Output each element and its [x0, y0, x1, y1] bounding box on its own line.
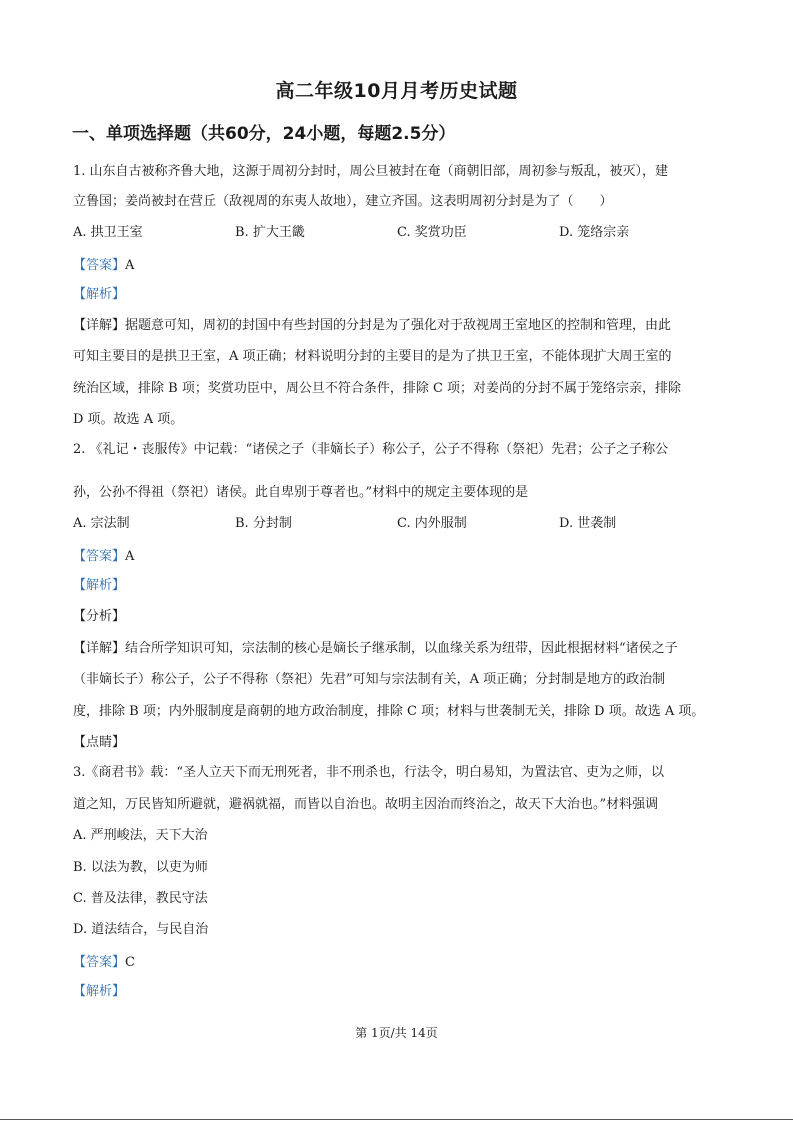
answer-tag: 【答案】 — [73, 258, 126, 273]
q2-dianjing-tag: 【点睛】 — [73, 735, 126, 750]
section-heading: 一、单项选择题（共60分，24小题，每题2.5分） — [72, 124, 456, 144]
q3-option-a: A. 严刑峻法，天下大治 — [73, 828, 208, 843]
q2-option-a: A. 宗法制 — [73, 516, 130, 531]
q1-detail-line1: 【详解】据题意可知，周初的封国中有些封国的分封是为了强化对于敌视周王室地区的控制和管理，由此 — [73, 318, 672, 333]
q2-analysis-tag: 【解析】 — [73, 578, 126, 593]
q3-option-b: B. 以法为教，以吏为师 — [73, 860, 208, 875]
q2-stem-line1: 2. 《礼记・丧服传》中记载：“诸侯之子（非嫡长子）称公子，公子不得称（祭祀）先君；公子之子称公 — [73, 442, 669, 457]
q2-detail-line3: 度，排除 B 项；内外服制度是商朝的地方政治制度，排除 C 项；材料与世袭制无关，排除 D 项。故选 A 项。 — [73, 704, 705, 719]
q3-option-d: D. 道法结合，与民自治 — [73, 922, 209, 937]
q3-stem-line2: 道之知，万民皆知所避就，避祸就福，而皆以自治也。故明主因治而终治之，故天下大治也。”材料强调 — [73, 797, 659, 812]
q2-stem-line2: 孙，公孙不得祖（祭祀）诸侯。此自卑别于尊者也。”材料中的规定主要体现的是 — [73, 485, 529, 500]
q1-detail-line2: 可知主要目的是拱卫王室，A 项正确；材料说明分封的主要目的是为了拱卫王室，不能体现扩大周王室的 — [73, 349, 672, 364]
q1-answer — [73, 257, 134, 275]
answer-value: A — [125, 258, 135, 273]
q2-option-d: D. 世袭制 — [559, 516, 617, 531]
q2-option-b: B. 分封制 — [235, 516, 292, 531]
q1-detail-line4: D 项。故选 A 项。 — [73, 412, 184, 427]
q3-stem-line1: 3.《商君书》载：“圣人立天下而无刑死者，非不刑杀也，行法令，明白易知，为置法官、吏为之师，以 — [73, 765, 665, 780]
q2-detail-line1: 【详解】结合所学知识可知，宗法制的核心是嫡长子继承制，以血缘关系为纽带，因此根据材料“诸侯之子 — [73, 641, 678, 656]
q3-answer — [73, 954, 135, 972]
bottom-divider — [0, 1119, 793, 1120]
q1-stem-line2: 立鲁国；姜尚被封在营丘（敌视周的东夷人故地），建立齐国。这表明周初分封是为了（ ） — [73, 194, 613, 209]
answer-value: C — [125, 955, 135, 970]
q2-option-c: C. 内外服制 — [397, 516, 467, 531]
q2-detail-line2: （非嫡长子）称公子，公子不得称（祭祀）先君”可知与宗法制有关，A 项正确；分封制是地方的政治制 — [73, 672, 666, 687]
q1-stem-line1: 1. 山东自古被称齐鲁大地，这源于周初分封时，周公旦被封在奄（商朝旧部，周初参与叛乱，被灭），建 — [73, 164, 669, 179]
q3-analysis-tag: 【解析】 — [73, 984, 126, 999]
q1-analysis-tag: 【解析】 — [73, 287, 126, 302]
q1-option-a: A. 拱卫王室 — [73, 225, 143, 240]
q1-option-d: D. 笼络宗亲 — [559, 225, 630, 240]
answer-tag: 【答案】 — [73, 549, 126, 564]
q1-detail-line3: 统治区域，排除 B 项；奖赏功臣中，周公旦不符合条件，排除 C 项；对姜尚的分封不属于笼络宗亲，排除 — [73, 381, 682, 396]
page-number: 第 1页/共 14页 — [355, 1026, 438, 1040]
answer-tag: 【答案】 — [73, 955, 126, 970]
answer-value: A — [125, 549, 135, 564]
q2-answer — [73, 548, 134, 566]
q1-option-c: C. 奖赏功臣 — [397, 225, 467, 240]
q2-fenxi-tag: 【分析】 — [73, 609, 126, 624]
q1-option-b: B. 扩大王畿 — [235, 225, 305, 240]
page-title: 高二年级10月月考历史试题 — [275, 80, 518, 102]
q3-option-c: C. 普及法律，教民守法 — [73, 891, 208, 906]
